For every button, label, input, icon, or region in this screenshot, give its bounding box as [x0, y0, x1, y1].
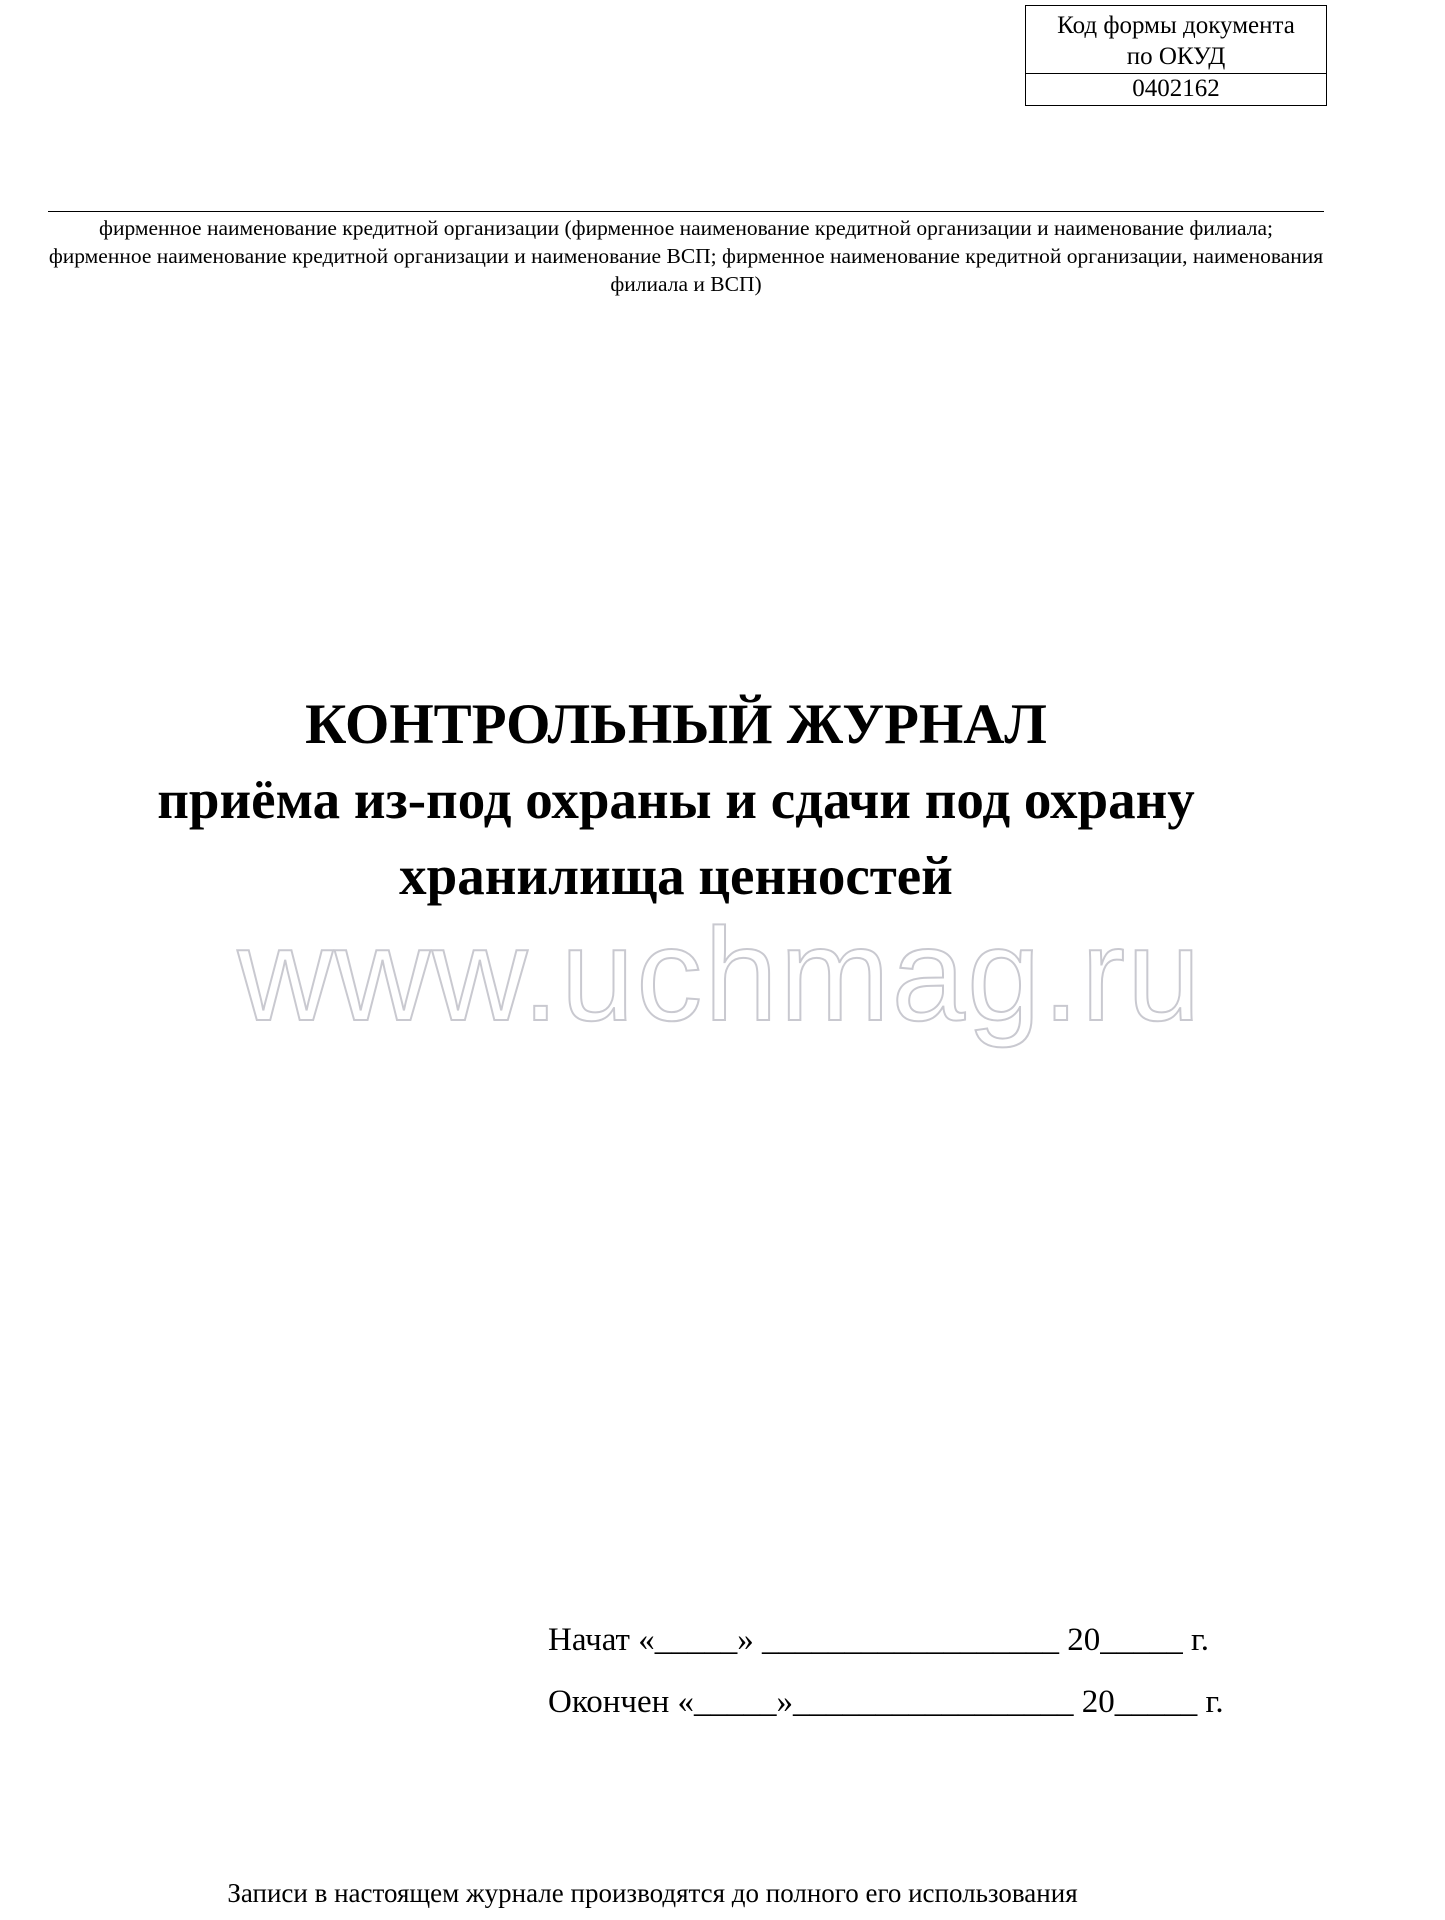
organization-name-line	[48, 211, 1324, 212]
okud-label-line2: по ОКУД	[1126, 43, 1226, 70]
footer-note: Записи в настоящем журнале производятся до полного его использования	[227, 1878, 1078, 1908]
title-line-3: хранилища ценностей	[399, 845, 953, 906]
journal-title	[0, 688, 1376, 914]
organization-caption: фирменное наименование кредитной организации (фирменное наименование кредитной организации и наименование филиала; фирменное наименование кредитной организации и наименование ВСП; фирменное наименование кредитной организации, наименования филиала и ВСП)	[48, 216, 1324, 296]
okud-code-box	[1025, 5, 1327, 106]
title-main: КОНТРОЛЬНЫЙ ЖУРНАЛ	[305, 693, 1047, 756]
title-line-2: приёма из-под охраны и сдачи под охрану	[157, 769, 1195, 830]
watermark: www.uchmag.ru	[237, 901, 1203, 1048]
okud-label	[1026, 6, 1326, 74]
end-date-row: Окончен «_____»_________________ 20_____ г.	[548, 1684, 1224, 1720]
okud-code-value: 0402162	[1132, 75, 1220, 102]
okud-label-line1: Код формы документа	[1057, 12, 1295, 39]
start-date-row: Начат «_____» __________________ 20_____ г.	[548, 1622, 1210, 1658]
